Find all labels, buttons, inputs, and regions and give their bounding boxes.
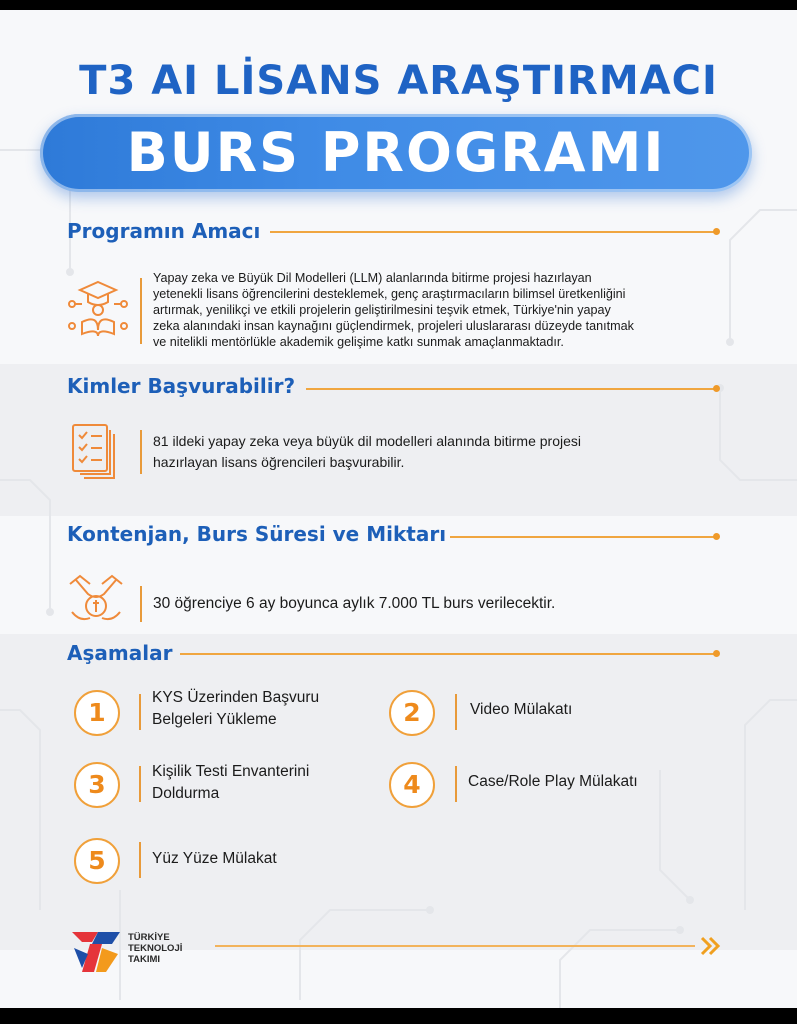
section-divider <box>450 536 716 538</box>
divider-dot <box>713 228 720 235</box>
logo-text-line: TÜRKİYE <box>128 932 170 943</box>
section-divider <box>180 653 716 655</box>
step-label-1 <box>152 687 319 731</box>
step-label-line: Video Mülakatı <box>470 701 573 718</box>
step-number-2: 2 <box>389 690 435 736</box>
step-number-4: 4 <box>389 762 435 808</box>
step-number-1: 1 <box>74 690 120 736</box>
text-accent-bar <box>140 586 142 622</box>
section-title-amac: Programın Amacı <box>67 219 261 243</box>
t3-logo-icon <box>68 924 124 976</box>
logo-text <box>128 932 182 965</box>
step-label-line: Belgeleri Yükleme <box>152 711 277 728</box>
logo-text-line: TEKNOLOJİ <box>128 943 183 954</box>
text-accent-bar <box>140 278 142 344</box>
section-divider <box>270 231 716 233</box>
education-icon <box>66 278 130 340</box>
divider-dot <box>713 385 720 392</box>
step-label-line: KYS Üzerinden Başvuru <box>152 689 320 706</box>
divider-dot <box>713 533 720 540</box>
section-divider <box>306 388 716 390</box>
text-line: ve nitelikli mentörlükle akademik gelişime katkı sunmak amaçlanmaktadır. <box>153 335 564 349</box>
step-accent-bar <box>139 766 141 802</box>
text-line: yetenekli lisans öğrencilerini desteklemek, genç araştırmacıların bilimsel üretkenliğini <box>153 287 626 301</box>
section-text-amac <box>153 270 713 350</box>
handshake-icon <box>66 570 126 626</box>
text-line: artırmak, yenilikçi ve etkili projelerin geliştirilmesini teşvik etmek, Türkiye'nin yapay <box>153 303 611 317</box>
step-label-line: Kişilik Testi Envanterini <box>152 763 310 780</box>
section-text-kimler <box>153 431 713 473</box>
section-title-kontenjan: Kontenjan, Burs Süresi ve Miktarı <box>67 522 447 546</box>
text-line: zeka alanındaki insan kaynağını güçlendirmek, projeleri uluslararası düzeyde tanıtmak <box>153 319 634 333</box>
title-pill <box>40 114 752 192</box>
title-main: BURS PROGRAMI <box>126 121 666 184</box>
step-label-3 <box>152 761 309 805</box>
text-accent-bar <box>140 430 142 474</box>
step-number-5: 5 <box>74 838 120 884</box>
step-label-4 <box>468 771 638 793</box>
step-label-line: Doldurma <box>152 785 220 802</box>
step-number-3: 3 <box>74 762 120 808</box>
section-text-kontenjan <box>153 593 713 614</box>
text-line: hazırlayan lisans öğrencileri başvurabilir. <box>153 454 405 470</box>
step-accent-bar <box>455 766 457 802</box>
section-title-kimler: Kimler Başvurabilir? <box>67 374 296 398</box>
step-label-line: Case/Role Play Mülakatı <box>468 773 638 790</box>
text-line: 30 öğrenciye 6 ay boyunca aylık 7.000 TL burs verilecektir. <box>153 595 556 612</box>
text-line: Yapay zeka ve Büyük Dil Modelleri (LLM) alanlarında bitirme projesi hazırlayan <box>153 271 592 285</box>
logo-text-line: TAKIMI <box>128 954 161 965</box>
step-accent-bar <box>455 694 457 730</box>
step-accent-bar <box>139 842 141 878</box>
step-label-line: Yüz Yüze Mülakat <box>152 850 277 867</box>
chevron-right-icon <box>699 936 723 956</box>
text-line: 81 ildeki yapay zeka veya büyük dil modelleri alanında bitirme projesi <box>153 433 582 449</box>
step-label-2 <box>470 699 572 721</box>
checklist-icon <box>70 422 122 480</box>
step-label-5 <box>152 848 277 870</box>
step-accent-bar <box>139 694 141 730</box>
title-top: T3 AI LİSANS ARAŞTIRMACI <box>79 58 718 104</box>
poster <box>0 10 797 1008</box>
divider-dot <box>713 650 720 657</box>
footer-divider <box>215 945 695 947</box>
section-title-asamalar: Aşamalar <box>67 641 173 665</box>
